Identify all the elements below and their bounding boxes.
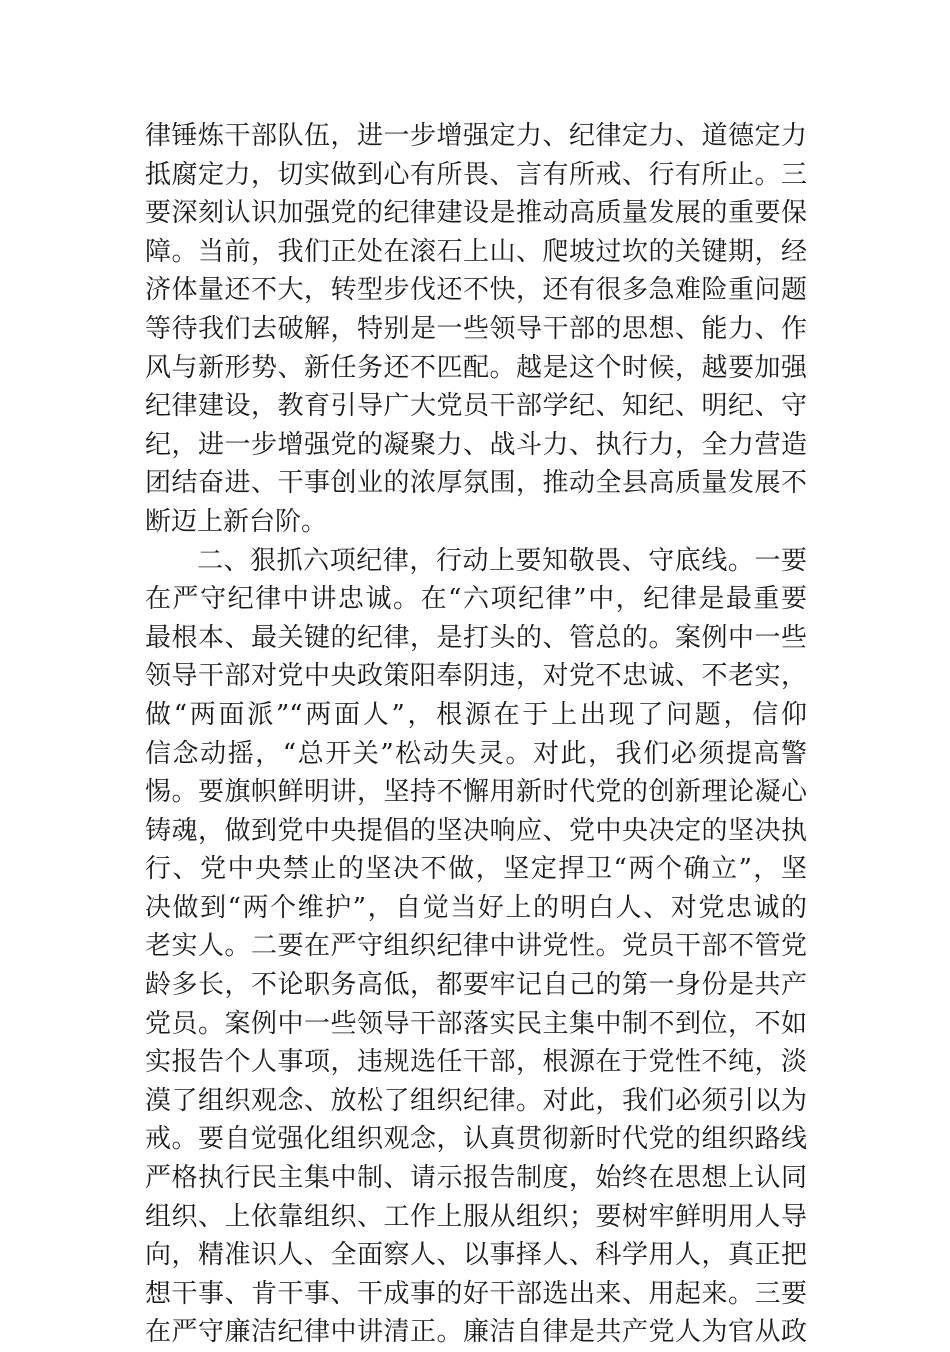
text-line: 断迈上新台阶。 [145, 506, 328, 537]
text-line: 惕。要旗帜鲜明讲，坚持不懈用新时代党的创新理论凝心 [145, 777, 807, 808]
text-line: 纪，进一步增强党的凝聚力、战斗力、执行力，全力营造 [145, 429, 807, 460]
text-line: 戒。要自觉强化组织观念，认真贯彻新时代党的组织路线 [145, 1124, 807, 1155]
text-line: 行、党中央禁止的坚决不做，坚定捍卫“两个确立”，坚 [145, 854, 807, 885]
text-line: 在严守廉洁纪律中讲清正。廉洁自律是共产党人为官从政 [145, 1317, 807, 1348]
text-line: 组织、上依靠组织、工作上服从组织；要树牢鲜明用人导 [145, 1201, 807, 1232]
text-line: 纪律建设，教育引导广大党员干部学纪、知纪、明纪、守 [145, 391, 807, 422]
text-line: 决做到“两个维护”，自觉当好上的明白人、对党忠诚的 [145, 892, 807, 923]
text-line: 障。当前，我们正处在滚石上山、爬坡过坎的关键期，经 [145, 236, 807, 267]
text-line: 实报告个人事项，违规选任干部，根源在于党性不纯，淡 [145, 1047, 807, 1078]
text-line: 漠了组织观念、放松了组织纪律。对此，我们必须引以为 [145, 1085, 807, 1116]
text-line: 做“两面派”“两面人”，根源在于上出现了问题，信仰 [145, 699, 807, 730]
text-line: 团结奋进、干事创业的浓厚氛围，推动全县高质量发展不 [145, 468, 807, 499]
text-line: 想干事、肯干事、干成事的好干部选出来、用起来。三要 [145, 1278, 807, 1309]
text-line: 老实人。二要在严守组织纪律中讲党性。党员干部不管党 [145, 931, 807, 962]
text-line: 严格执行民主集中制、请示报告制度，始终在思想上认同 [145, 1163, 807, 1194]
text-line: 领导干部对党中央政策阳奉阴违，对党不忠诚、不老实， [145, 661, 807, 692]
text-line: 律锤炼干部队伍，进一步增强定力、纪律定力、道德定力 [145, 121, 807, 151]
text-line: 济体量还不大，转型步伐还不快，还有很多急难险重问题 [145, 275, 807, 306]
document-body [145, 117, 807, 1352]
text-line: 信念动摇，“总开关”松动失灵。对此，我们必须提高警 [145, 738, 807, 769]
text-line: 风与新形势、新任务还不匹配。越是这个时候，越要加强 [145, 352, 807, 383]
text-line: 向，精准识人、全面察人、以事择人、科学用人，真正把 [145, 1240, 807, 1271]
text-line: 党员。案例中一些领导干部落实民主集中制不到位，不如 [145, 1008, 807, 1039]
text-line: 最根本、最关键的纪律，是打头的、管总的。案例中一些 [145, 622, 807, 653]
text-line: 要深刻认识加强党的纪律建设是推动高质量发展的重要保 [145, 198, 807, 229]
paragraph-start-line: 二、狠抓六项纪律，行动上要知敬畏、守底线。一要 [197, 545, 807, 576]
text-line: 铸魂，做到党中央提倡的坚决响应、党中央决定的坚决执 [145, 815, 807, 846]
text-line: 抵腐定力，切实做到心有所畏、言有所戒、行有所止。三 [145, 159, 807, 190]
text-line: 龄多长，不论职务高低，都要牢记自己的第一身份是共产 [145, 970, 807, 1001]
text-line: 在严守纪律中讲忠诚。在“六项纪律”中，纪律是最重要 [145, 584, 807, 615]
text-line: 等待我们去破解，特别是一些领导干部的思想、能力、作 [145, 313, 807, 344]
